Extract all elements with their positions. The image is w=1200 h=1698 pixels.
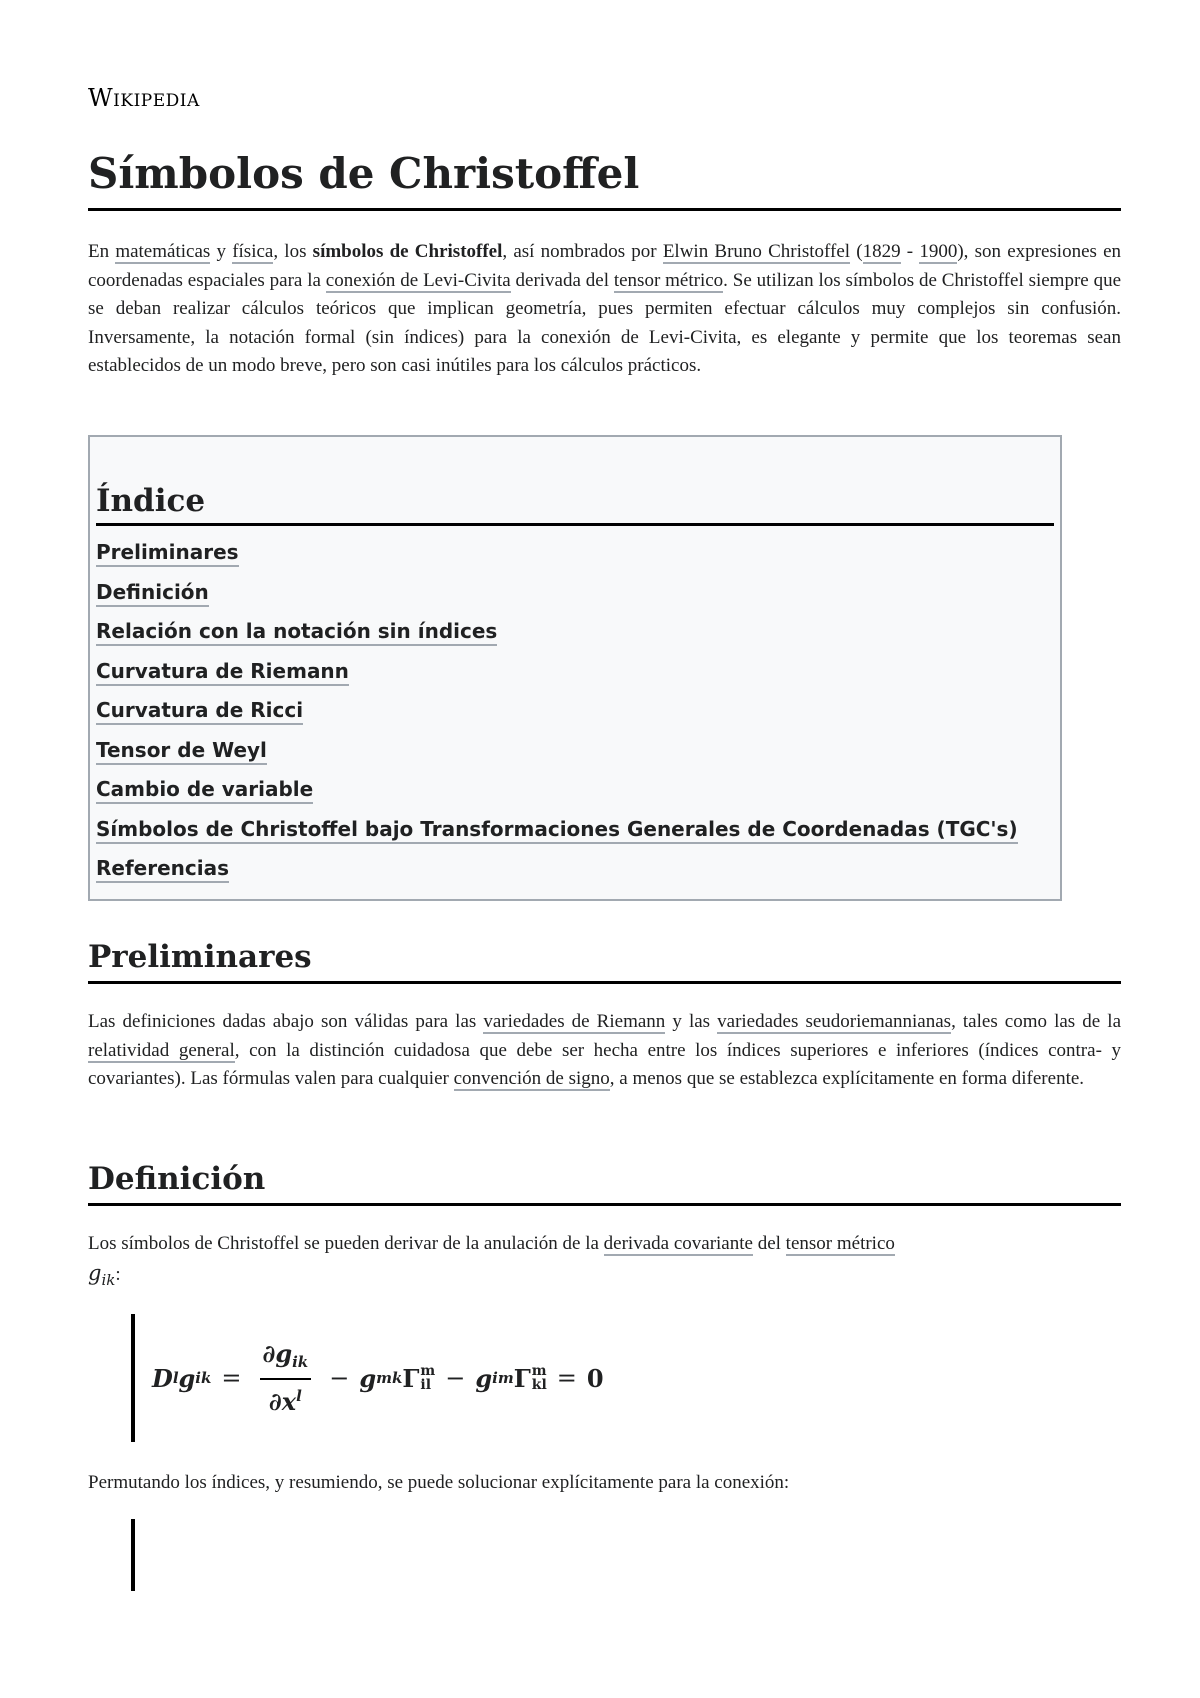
math-subscript: im	[492, 1369, 514, 1387]
math-subscript: il	[420, 1377, 432, 1393]
link-variedades-seudoriemannianas[interactable]: variedades seudoriemannianas	[717, 1011, 952, 1032]
toc-item[interactable]	[96, 852, 1054, 892]
math-symbol: 0	[586, 1363, 604, 1393]
link-matematicas[interactable]: matemáticas	[115, 241, 211, 262]
toc-item[interactable]	[96, 536, 1054, 576]
text: (	[850, 241, 863, 262]
toc-item-label[interactable]: Curvatura de Riemann	[96, 659, 349, 686]
link-convencion-signo[interactable]: convención de signo	[453, 1068, 610, 1089]
text: -	[900, 241, 920, 262]
page-title: Símbolos de Christoffel	[88, 146, 1121, 211]
toc-item[interactable]	[96, 773, 1054, 813]
fraction-numerator	[260, 1340, 312, 1380]
text: y	[210, 241, 233, 262]
toc-item[interactable]	[96, 694, 1054, 734]
intro-paragraph	[88, 238, 1121, 381]
text: . Se utilizan los símbolos de Christoffel siempre que se deban realizar cálculos teóricos que implican geometría, pues permiten efectuar cálculos muy complejos sin confusión. Inversamente, la notación formal (sin índices) para la conexión de Levi-Civita, es elegante y permite que los teoremas sean establecidos de un modo breve, pero son casi inútiles para los cálculos prácticos.	[88, 269, 1122, 376]
math-fraction	[260, 1340, 312, 1416]
math-symbol: g	[178, 1363, 196, 1393]
text: y las	[665, 1011, 718, 1032]
math-symbol: D	[152, 1363, 173, 1393]
text: , así nombrados por	[502, 241, 663, 262]
section-heading-definicion: Definición	[88, 1159, 1121, 1206]
fraction-denominator	[269, 1380, 302, 1416]
math-subscript: mk	[376, 1369, 403, 1387]
text: :	[115, 1263, 121, 1285]
link-tensor-metrico[interactable]: tensor métrico	[613, 269, 724, 291]
math-symbol: ∂x	[268, 1387, 297, 1416]
toc-item[interactable]	[96, 615, 1054, 655]
text: derivada del	[510, 269, 614, 291]
preliminares-paragraph	[88, 1008, 1121, 1094]
link-christoffel[interactable]: Elwin Bruno Christoffel	[662, 241, 851, 262]
link-levi-civita[interactable]: conexión de Levi-Civita	[325, 269, 511, 291]
math-symbol: Γ	[513, 1363, 531, 1393]
math-operator: −	[445, 1364, 466, 1392]
toc-item-label[interactable]: Curvatura de Ricci	[96, 698, 303, 725]
math-operator: −	[329, 1364, 350, 1392]
text: Los símbolos de Christoffel se pueden derivar de la anulación de la	[88, 1233, 604, 1254]
link-1900[interactable]: 1900	[919, 241, 958, 262]
math-symbol: Γ	[402, 1363, 420, 1393]
link-fisica[interactable]: física	[232, 241, 274, 262]
christoffel-symbol	[514, 1364, 547, 1393]
math-symbol: ∂g	[262, 1339, 293, 1368]
toc-title: Índice	[96, 481, 1054, 526]
inline-math-gik	[88, 1260, 116, 1289]
section-heading-preliminares: Preliminares	[88, 937, 1121, 984]
bold-term: símbolos de Christoffel	[312, 241, 503, 262]
math-superscript: l	[296, 1387, 302, 1405]
toc-item[interactable]	[96, 734, 1054, 774]
text: ), son expresiones en coordenadas espaciales para la	[88, 241, 1122, 291]
definicion-paragraph	[88, 1230, 1121, 1294]
christoffel-symbol	[402, 1364, 435, 1393]
index-stack	[420, 1364, 435, 1392]
permutando-paragraph: Permutando los índices, y resumiendo, se puede solucionar explícitamente para la conexión:	[88, 1472, 790, 1493]
math-subscript: ik	[292, 1353, 309, 1371]
wikipedia-wordmark[interactable]: Wikipedia	[88, 84, 200, 112]
toc-item[interactable]	[96, 576, 1054, 616]
toc-item-label[interactable]: Relación con la notación sin índices	[96, 619, 497, 646]
toc-item-label[interactable]: Referencias	[96, 856, 229, 883]
toc-item-label[interactable]: Tensor de Weyl	[96, 738, 267, 765]
toc-item-label[interactable]: Cambio de variable	[96, 777, 313, 804]
toc-item-label[interactable]: Definición	[96, 580, 209, 607]
text: En	[88, 241, 116, 262]
math-symbol: g	[475, 1363, 493, 1393]
equation-covariant-derivative	[152, 1338, 604, 1418]
link-1829[interactable]: 1829	[862, 241, 901, 262]
math-symbol: g	[88, 1260, 102, 1285]
text: , a menos que se establezca explícitamente en forma diferente.	[609, 1068, 1085, 1089]
toc-item[interactable]	[96, 655, 1054, 695]
math-subscript: ik	[101, 1270, 116, 1289]
math-subscript: l	[172, 1369, 179, 1387]
toc-item[interactable]	[96, 813, 1054, 853]
link-variedades-riemann[interactable]: variedades de Riemann	[483, 1011, 666, 1032]
toc-item-label[interactable]: Preliminares	[96, 540, 239, 567]
index-stack	[532, 1364, 547, 1392]
math-operator: =	[221, 1364, 242, 1392]
text: , tales como las de la	[951, 1011, 1122, 1032]
math-symbol: g	[359, 1363, 377, 1393]
math-subscript: kl	[531, 1377, 547, 1393]
math-operator: =	[556, 1364, 577, 1392]
text: del	[752, 1233, 786, 1254]
math-superscript: m	[531, 1363, 547, 1379]
table-of-contents	[88, 435, 1062, 901]
link-derivada-covariante[interactable]: derivada covariante	[603, 1233, 753, 1254]
math-superscript: m	[420, 1363, 436, 1379]
text: , los	[273, 241, 313, 262]
equation-indent-bar	[131, 1314, 135, 1442]
link-tensor-metrico-2[interactable]: tensor métrico	[785, 1233, 895, 1254]
toc-item-label[interactable]: Símbolos de Christoffel bajo Transformaciones Generales de Coordenadas (TGC's)	[96, 817, 1018, 844]
text: , con la distinción cuidadosa que debe ser hecha entre los índices superiores e inferiores (índices contra- y covariantes). Las fórmulas valen para cualquier	[88, 1039, 1121, 1089]
toc-list	[96, 536, 1054, 892]
equation-indent-bar	[131, 1519, 135, 1591]
link-relatividad-general[interactable]: relatividad general	[88, 1039, 235, 1061]
text: Las definiciones dadas abajo son válidas para las	[88, 1011, 484, 1032]
math-subscript: ik	[195, 1369, 212, 1387]
